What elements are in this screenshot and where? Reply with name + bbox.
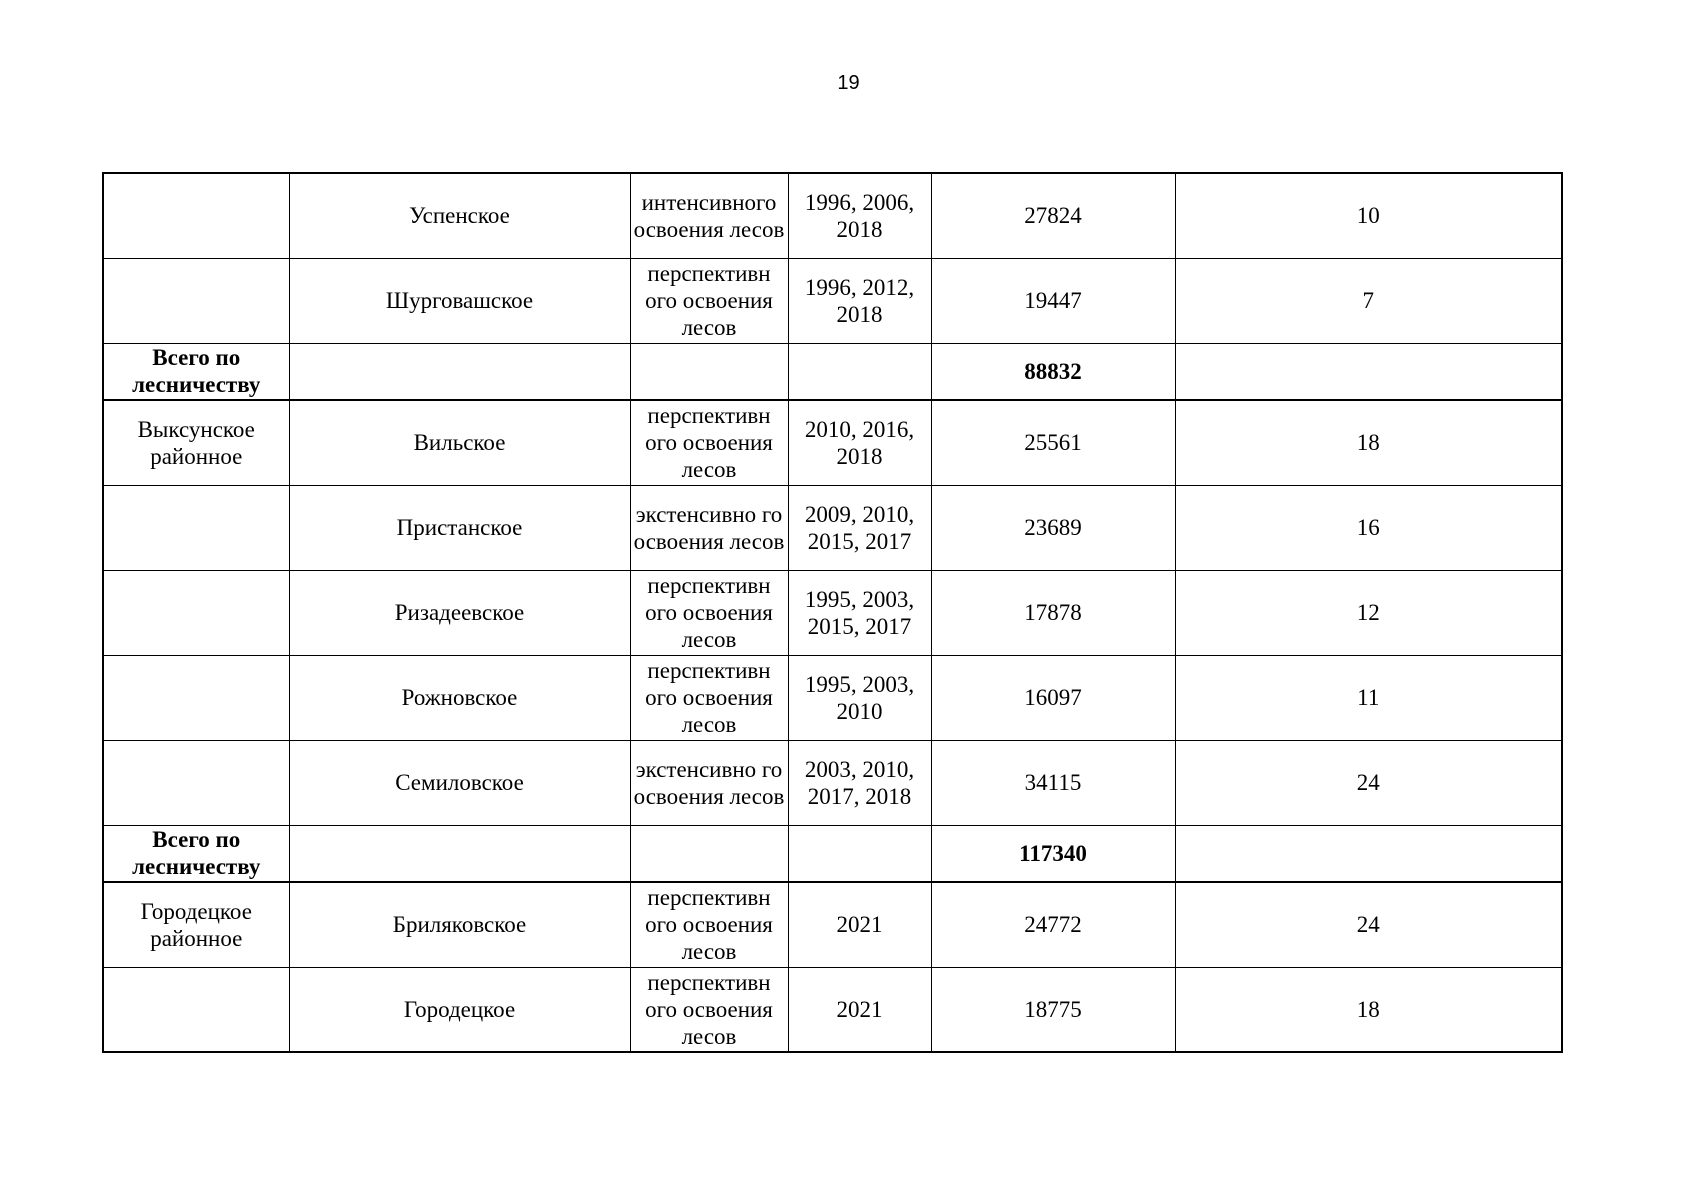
total-empty-cell: [630, 825, 788, 882]
count-cell: 12: [1175, 570, 1562, 655]
category-cell: перспективн ого освоения лесов: [630, 258, 788, 343]
total-empty-cell: [788, 825, 931, 882]
category-cell: перспективн ого освоения лесов: [630, 967, 788, 1052]
area-cell: 34115: [931, 740, 1175, 825]
area-cell: 23689: [931, 485, 1175, 570]
table-row: [103, 173, 1562, 258]
table-row: [103, 882, 1562, 967]
forestry-cell: [103, 967, 289, 1052]
table-row: [103, 400, 1562, 485]
forestry-cell: [103, 173, 289, 258]
table-row: [103, 655, 1562, 740]
area-cell: 25561: [931, 400, 1175, 485]
table-row: [103, 967, 1562, 1052]
count-cell: 24: [1175, 882, 1562, 967]
category-cell: перспективн ого освоения лесов: [630, 655, 788, 740]
total-area: 117340: [931, 825, 1175, 882]
page-number: 19: [837, 72, 860, 94]
category-cell: перспективн ого освоения лесов: [630, 400, 788, 485]
forestry-cell: [103, 740, 289, 825]
district-cell: Бриляковское: [289, 882, 630, 967]
years-cell: 2003, 2010, 2017, 2018: [788, 740, 931, 825]
total-empty-cell: [289, 343, 630, 400]
total-label: Всего по лесничеству: [103, 343, 289, 400]
district-cell: Успенское: [289, 173, 630, 258]
count-cell: 16: [1175, 485, 1562, 570]
category-cell: экстенсивно го освоения лесов: [630, 485, 788, 570]
area-cell: 19447: [931, 258, 1175, 343]
count-cell: 18: [1175, 400, 1562, 485]
area-cell: 27824: [931, 173, 1175, 258]
forestry-cell: [103, 570, 289, 655]
total-empty-cell: [1175, 343, 1562, 400]
table-body: [103, 173, 1562, 1052]
category-cell: экстенсивно го освоения лесов: [630, 740, 788, 825]
count-cell: 7: [1175, 258, 1562, 343]
district-cell: Рожновское: [289, 655, 630, 740]
category-cell: интенсивного освоения лесов: [630, 173, 788, 258]
count-cell: 24: [1175, 740, 1562, 825]
years-cell: 1995, 2003, 2010: [788, 655, 931, 740]
area-cell: 17878: [931, 570, 1175, 655]
count-cell: 11: [1175, 655, 1562, 740]
forest-table: [102, 172, 1563, 1053]
district-cell: Ризадеевское: [289, 570, 630, 655]
forestry-cell: Городецкое районное: [103, 882, 289, 967]
table-row: [103, 258, 1562, 343]
total-empty-cell: [788, 343, 931, 400]
total-row: [103, 825, 1562, 882]
years-cell: 2021: [788, 882, 931, 967]
years-cell: 2009, 2010, 2015, 2017: [788, 485, 931, 570]
years-cell: 1995, 2003, 2015, 2017: [788, 570, 931, 655]
total-empty-cell: [630, 343, 788, 400]
years-cell: 1996, 2006, 2018: [788, 173, 931, 258]
area-cell: 18775: [931, 967, 1175, 1052]
district-cell: Вильское: [289, 400, 630, 485]
table-row: [103, 570, 1562, 655]
table-row: [103, 740, 1562, 825]
years-cell: 1996, 2012, 2018: [788, 258, 931, 343]
area-cell: 16097: [931, 655, 1175, 740]
total-empty-cell: [289, 825, 630, 882]
district-cell: Городецкое: [289, 967, 630, 1052]
area-cell: 24772: [931, 882, 1175, 967]
total-area: 88832: [931, 343, 1175, 400]
count-cell: 10: [1175, 173, 1562, 258]
district-cell: Семиловское: [289, 740, 630, 825]
years-cell: 2021: [788, 967, 931, 1052]
years-cell: 2010, 2016, 2018: [788, 400, 931, 485]
category-cell: перспективн ого освоения лесов: [630, 882, 788, 967]
total-label: Всего по лесничеству: [103, 825, 289, 882]
forestry-cell: [103, 655, 289, 740]
district-cell: Шурговашское: [289, 258, 630, 343]
table-row: [103, 485, 1562, 570]
total-row: [103, 343, 1562, 400]
forestry-cell: [103, 485, 289, 570]
category-cell: перспективн ого освоения лесов: [630, 570, 788, 655]
forestry-cell: Выксунское районное: [103, 400, 289, 485]
total-empty-cell: [1175, 825, 1562, 882]
count-cell: 18: [1175, 967, 1562, 1052]
forestry-cell: [103, 258, 289, 343]
district-cell: Пристанское: [289, 485, 630, 570]
